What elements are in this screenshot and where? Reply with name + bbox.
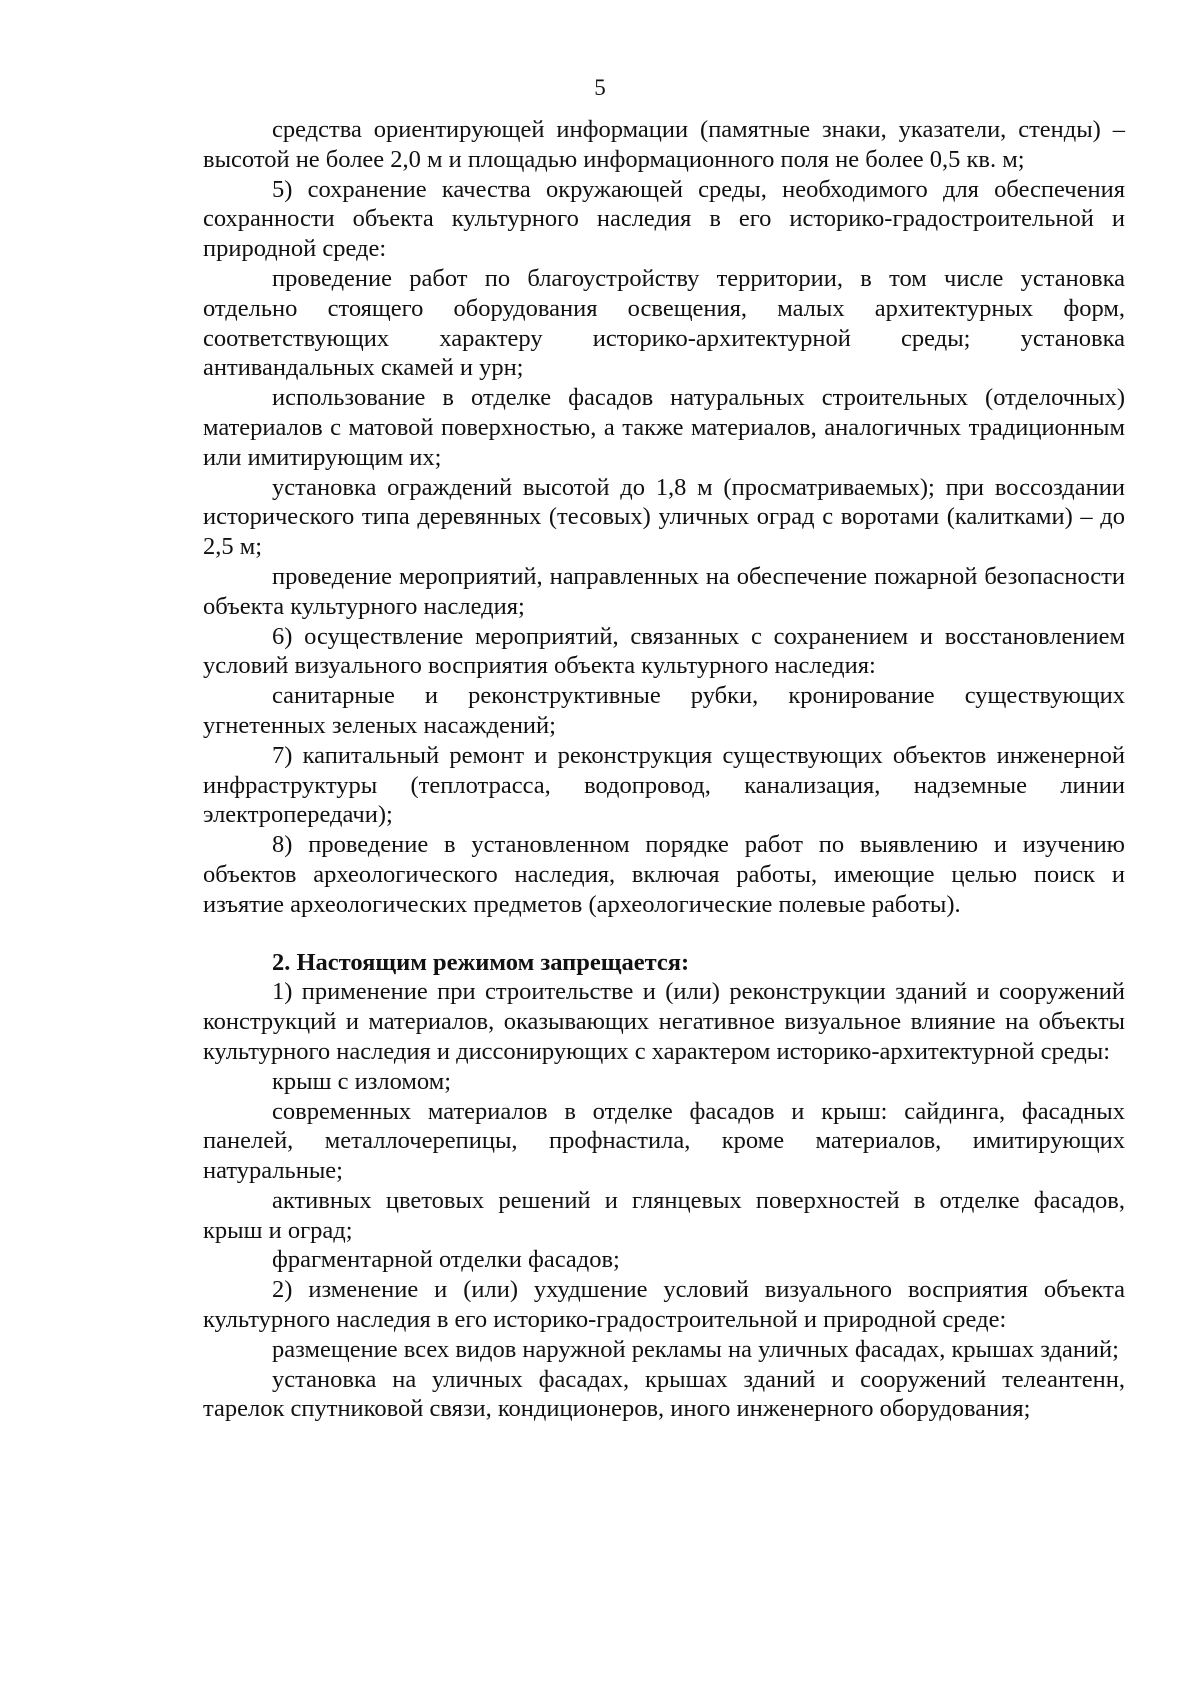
paragraph: установка ограждений высотой до 1,8 м (просматриваемых); при воссоздании исторического типа деревянных (тесовых) уличных оград с воротами (калитками) – до 2,5 м; xyxy=(203,473,1125,561)
paragraph: 8) проведение в установленном порядке работ по выявлению и изучению объектов археологического наследия, включая работы, имеющие целью поиск и изъятие археологических предметов (археологические полевые работы). xyxy=(203,831,1125,918)
paragraph: санитарные и реконструктивные рубки, кронирование существующих угнетенных зеленых насаждений; xyxy=(203,682,1125,739)
paragraph: активных цветовых решений и глянцевых поверхностей в отделке фасадов, крыш и оград; xyxy=(203,1186,1125,1244)
paragraph: фрагментарной отделки фасадов; xyxy=(272,1246,620,1274)
section-heading: 2. Настоящим режимом запрещается: xyxy=(272,948,690,976)
paragraph: средства ориентирующей информации (памятные знаки, указатели, стенды) – высотой не более 2,0 м и площадью информационного поля не более 0,5 кв. м; xyxy=(203,116,1125,173)
paragraph: 1) применение при строительстве и (или) реконструкции зданий и сооружений конструкций и материалов, оказывающих негативное визуальное влияние на объекты культурного наследия и диссонирующих с характером историко-архитектурной среды: xyxy=(203,978,1125,1065)
paragraph: 5) сохранение качества окружающей среды, необходимого для обеспечения сохранности объекта культурного наследия в его историко-градостроительной и природной среде: xyxy=(203,175,1125,263)
paragraph: использование в отделке фасадов натуральных строительных (отделочных) материалов с матовой поверхностью, а также материалов, аналогичных традиционным или имитирующим их; xyxy=(203,384,1125,471)
paragraph: 2) изменение и (или) ухудшение условий визуального восприятия объекта культурного наследия в его историко-градостроительной и природной среде: xyxy=(203,1276,1125,1334)
paragraph: крыш с изломом; xyxy=(272,1067,452,1095)
paragraph: 6) осуществление мероприятий, связанных с сохранением и восстановлением условий визуального восприятия объекта культурного наследия: xyxy=(203,622,1125,680)
paragraph: проведение мероприятий, направленных на обеспечение пожарной безопасности объекта культурного наследия; xyxy=(203,562,1125,620)
paragraph: современных материалов в отделке фасадов и крыш: сайдинга, фасадных панелей, металлочерепицы, профнастила, кроме материалов, имитирующих натуральные; xyxy=(203,1097,1125,1185)
document-body xyxy=(203,115,1125,1424)
page-number: 5 xyxy=(594,75,606,100)
paragraph: размещение всех видов наружной рекламы на уличных фасадах, крышах зданий; xyxy=(272,1335,1119,1363)
paragraph: проведение работ по благоустройству территории, в том числе установка отдельно стоящего оборудования освещения, малых архитектурных форм, соответствующих характеру историко-архитектурной среды; установка антивандальных скамей и урн; xyxy=(203,264,1125,382)
paragraph: 7) капитальный ремонт и реконструкция существующих объектов инженерной инфраструктуры (теплотрасса, водопровод, канализация, надземные линии электропередачи); xyxy=(203,741,1125,829)
paragraph: установка на уличных фасадах, крышах зданий и сооружений телеантенн, тарелок спутниковой связи, кондиционеров, иного инженерного оборудования; xyxy=(203,1365,1125,1423)
